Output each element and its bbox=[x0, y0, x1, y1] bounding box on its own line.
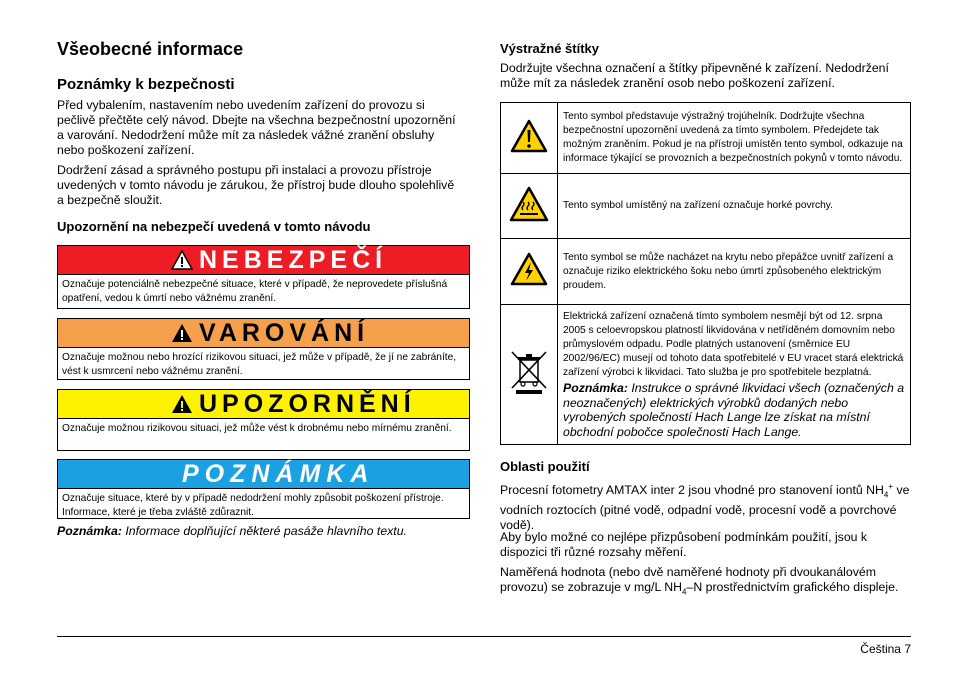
symbol-text: Tento symbol se může nacházet na krytu nebo přepážce uvnitř zařízení a označuje riziko elektrického šoku nebo úmrtí způsobeného elektrickým proudem. bbox=[558, 239, 911, 305]
use-para3-sub: 4 bbox=[682, 587, 687, 597]
weee-note-text: Instrukce o správné likvidaci všech (označených a neoznačených) elektrických výrobků dodaných nebo vyrobených společností Hach Lange lze získat na místní obchodní pobočce společnosti Hach Lange. bbox=[563, 381, 905, 439]
danger-word: NEBEZPEČÍ bbox=[199, 245, 388, 274]
symbol-cell bbox=[501, 174, 558, 239]
danger-band bbox=[58, 246, 469, 275]
symbol-text: Tento symbol představuje výstražný trojúhelník. Dodržujte všechna bezpečnostní upozornění uvedená za tímto symbolem. Předejdete tak možným zraněním. Pokud je na přístroji umístěn tento symbol, odkazuje na informace týkající se provozních a bezpečnostních pokynů v tomto návodu. bbox=[558, 103, 911, 174]
electric-shock-icon bbox=[510, 252, 548, 286]
use-para1-sub: 4 bbox=[883, 490, 889, 500]
notice-text: Označuje situace, které by v případě nedodržení mohly způsobit poškození přístroje. Informace, které je třeba zvláště zdůraznit. bbox=[62, 493, 444, 518]
page-number: Čeština 7 bbox=[860, 642, 911, 656]
table-row bbox=[501, 174, 911, 239]
caution-box bbox=[57, 389, 470, 451]
footer-rule bbox=[57, 636, 911, 637]
notice-box bbox=[57, 459, 470, 519]
use-para3-b: –N prostřednictvím grafického displeje. bbox=[686, 580, 899, 594]
caution-text: Označuje možnou rizikovou situaci, jež může vést k drobnému nebo mírnému zranění. bbox=[62, 423, 452, 434]
labels-paragraph: Dodržujte všechna označení a štítky připevněné k zařízení. Nedodržení může mít za následek zranění osob nebo poškození zařízení. bbox=[500, 61, 889, 90]
warning-triangle-icon bbox=[510, 119, 548, 153]
safety-paragraph-1: Před vybalením, nastavením nebo uvedením zařízení do provozu si pečlivě přečtěte celý návod. Dbejte na všechna bezpečnostní upozornění a varování. Nedodržení může mít za následek vážné zranění obsluhy nebo poškození zařízení. bbox=[57, 98, 456, 157]
danger-text: Označuje potenciálně nebezpečné situace, které v případě, že neprovedete příslušná opatření, vedou k úmrtí nebo vážnému zranění. bbox=[62, 279, 448, 304]
note-label: Poznámka: bbox=[57, 524, 122, 538]
table-row bbox=[501, 305, 911, 445]
caution-word: UPOZORNĚNÍ bbox=[199, 389, 416, 418]
use-para1-a: Procesní fotometry AMTAX inter 2 jsou vhodné pro stanovení iontů NH bbox=[500, 483, 884, 498]
symbols-table bbox=[500, 102, 911, 445]
warning-triangle-icon bbox=[171, 250, 193, 270]
weee-bin-icon bbox=[508, 349, 550, 395]
warning-word: VAROVÁNÍ bbox=[199, 318, 370, 347]
use-paragraph-1 bbox=[500, 479, 910, 533]
labels-heading: Výstražné štítky bbox=[500, 41, 599, 56]
use-para1-b: ve vodních roztocích (pitné vodě, odpadní vodě, procesní vodě a povrchové vodě). bbox=[500, 483, 910, 532]
caution-band bbox=[58, 390, 469, 419]
warning-band bbox=[58, 319, 469, 348]
table-row bbox=[501, 239, 911, 305]
warning-triangle-icon bbox=[171, 394, 193, 414]
warning-text: Označuje možnou nebo hrozící rizikovou situaci, jež může v případě, že jí ne zabráníte, vést k usmrcení nebo vážnému zranění. bbox=[62, 352, 457, 377]
use-heading: Oblasti použití bbox=[500, 459, 590, 474]
use-paragraph-3 bbox=[500, 565, 910, 599]
notice-word: POZNÁMKA bbox=[182, 459, 375, 488]
hot-surface-icon bbox=[509, 186, 549, 222]
danger-box bbox=[57, 245, 470, 309]
symbol-cell bbox=[501, 103, 558, 174]
note-text: Informace doplňující některé pasáže hlavního textu. bbox=[121, 524, 407, 538]
symbol-cell bbox=[501, 305, 558, 445]
symbol-text: Tento symbol umístěný na zařízení označuje horké povrchy. bbox=[558, 174, 911, 239]
symbol-text: Elektrická zařízení označená tímto symbolem nesmějí být od 12. srpna 2005 s celoevropskou platností likvidována v netříděném domovním nebo průmyslovém odpadu. Podle platných ustanovení (směrnice EU 2002/96/EC) musejí od tohoto data spotřebitelé v EU vracet stará elektrická zařízení výrobci k likvidaci. Tato služba je pro spotřebitele bezplatná. bbox=[563, 311, 904, 378]
weee-note-label: Poznámka: bbox=[563, 381, 628, 395]
safety-heading: Poznámky k bezpečnosti bbox=[57, 76, 235, 93]
symbol-text-cell bbox=[558, 305, 911, 445]
hazard-heading: Upozornění na nebezpečí uvedená v tomto návodu bbox=[57, 219, 371, 234]
use-para1-sup: + bbox=[888, 482, 894, 491]
notice-band bbox=[58, 460, 469, 489]
page-title: Všeobecné informace bbox=[57, 39, 244, 59]
warning-triangle-icon bbox=[171, 323, 193, 343]
safety-paragraph-2: Dodržení zásad a správného postupu při instalaci a provozu přístroje uvedených v tomto návodu je zárukou, že přístroj bude dlouho spolehlivě a bezpečně sloužit. bbox=[57, 163, 455, 207]
table-row bbox=[501, 103, 911, 174]
note-line bbox=[57, 524, 467, 539]
weee-note bbox=[563, 381, 905, 439]
symbol-cell bbox=[501, 239, 558, 305]
use-para3-a: Naměřená hodnota (nebo dvě naměřené hodnoty při dvoukanálovém provozu) se zobrazuje v mg/L NH bbox=[500, 565, 876, 594]
use-paragraph-2: Aby bylo možné co nejlépe přizpůsobení podmínkám použití, jsou k dispozici tři různé rozsahy měření. bbox=[500, 530, 868, 559]
warning-box bbox=[57, 318, 470, 380]
